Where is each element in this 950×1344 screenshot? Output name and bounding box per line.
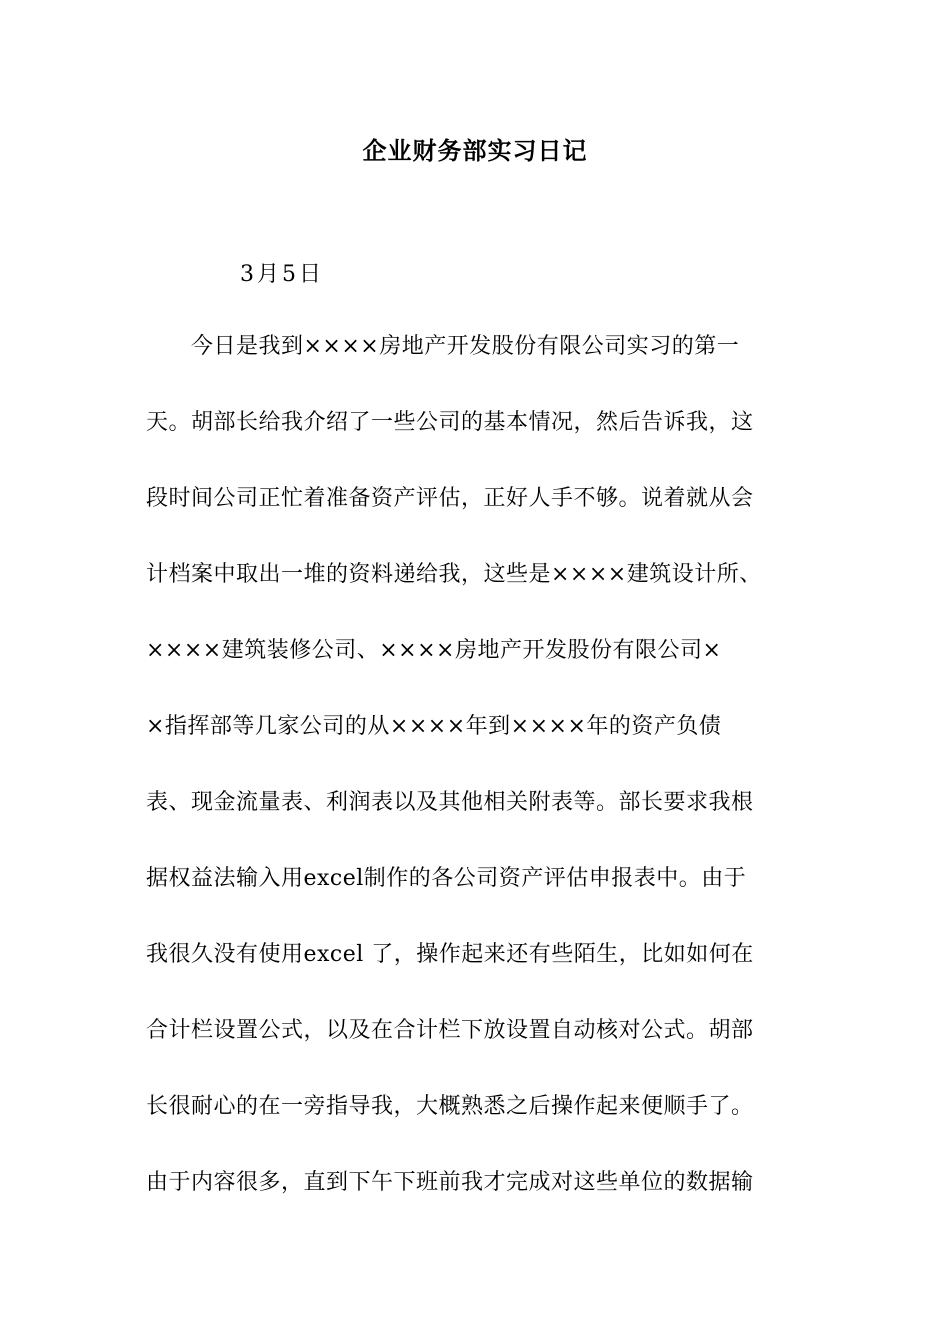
paragraph-line: 长很耐心的在一旁指导我，大概熟悉之后操作起来便顺手了。 [146,1094,754,1119]
entry-date: 3月5日 [240,262,324,287]
paragraph-line: 段时间公司正忙着准备资产评估，正好人手不够。说着就从会 [146,486,754,511]
paragraph-line: 据权益法输入用excel制作的各公司资产评估申报表中。由于 [146,866,747,891]
paragraph-line: 今日是我到××××房地产开发股份有限公司实习的第一 [146,334,740,359]
paragraph-line: 计档案中取出一堆的资料递给我，这些是××××建筑设计所、 [146,562,762,587]
paragraph-line: ××××建筑装修公司、××××房地产开发股份有限公司× [146,638,722,663]
paragraph-line: 我很久没有使用excel 了，操作起来还有些陌生，比如如何在 [146,942,754,967]
paragraph-line: 由于内容很多，直到下午下班前我才完成对这些单位的数据输 [146,1170,754,1195]
document-title: 企业财务部实习日记 [362,137,588,165]
paragraph-line: 表、现金流量表、利润表以及其他相关附表等。部长要求我根 [146,790,754,815]
paragraph-line: ×指挥部等几家公司的从××××年到××××年的资产负债 [146,714,722,739]
paragraph-line: 天。胡部长给我介绍了一些公司的基本情况，然后告诉我，这 [146,410,754,435]
paragraph-line: 合计栏设置公式，以及在合计栏下放设置自动核对公式。胡部 [146,1018,754,1043]
